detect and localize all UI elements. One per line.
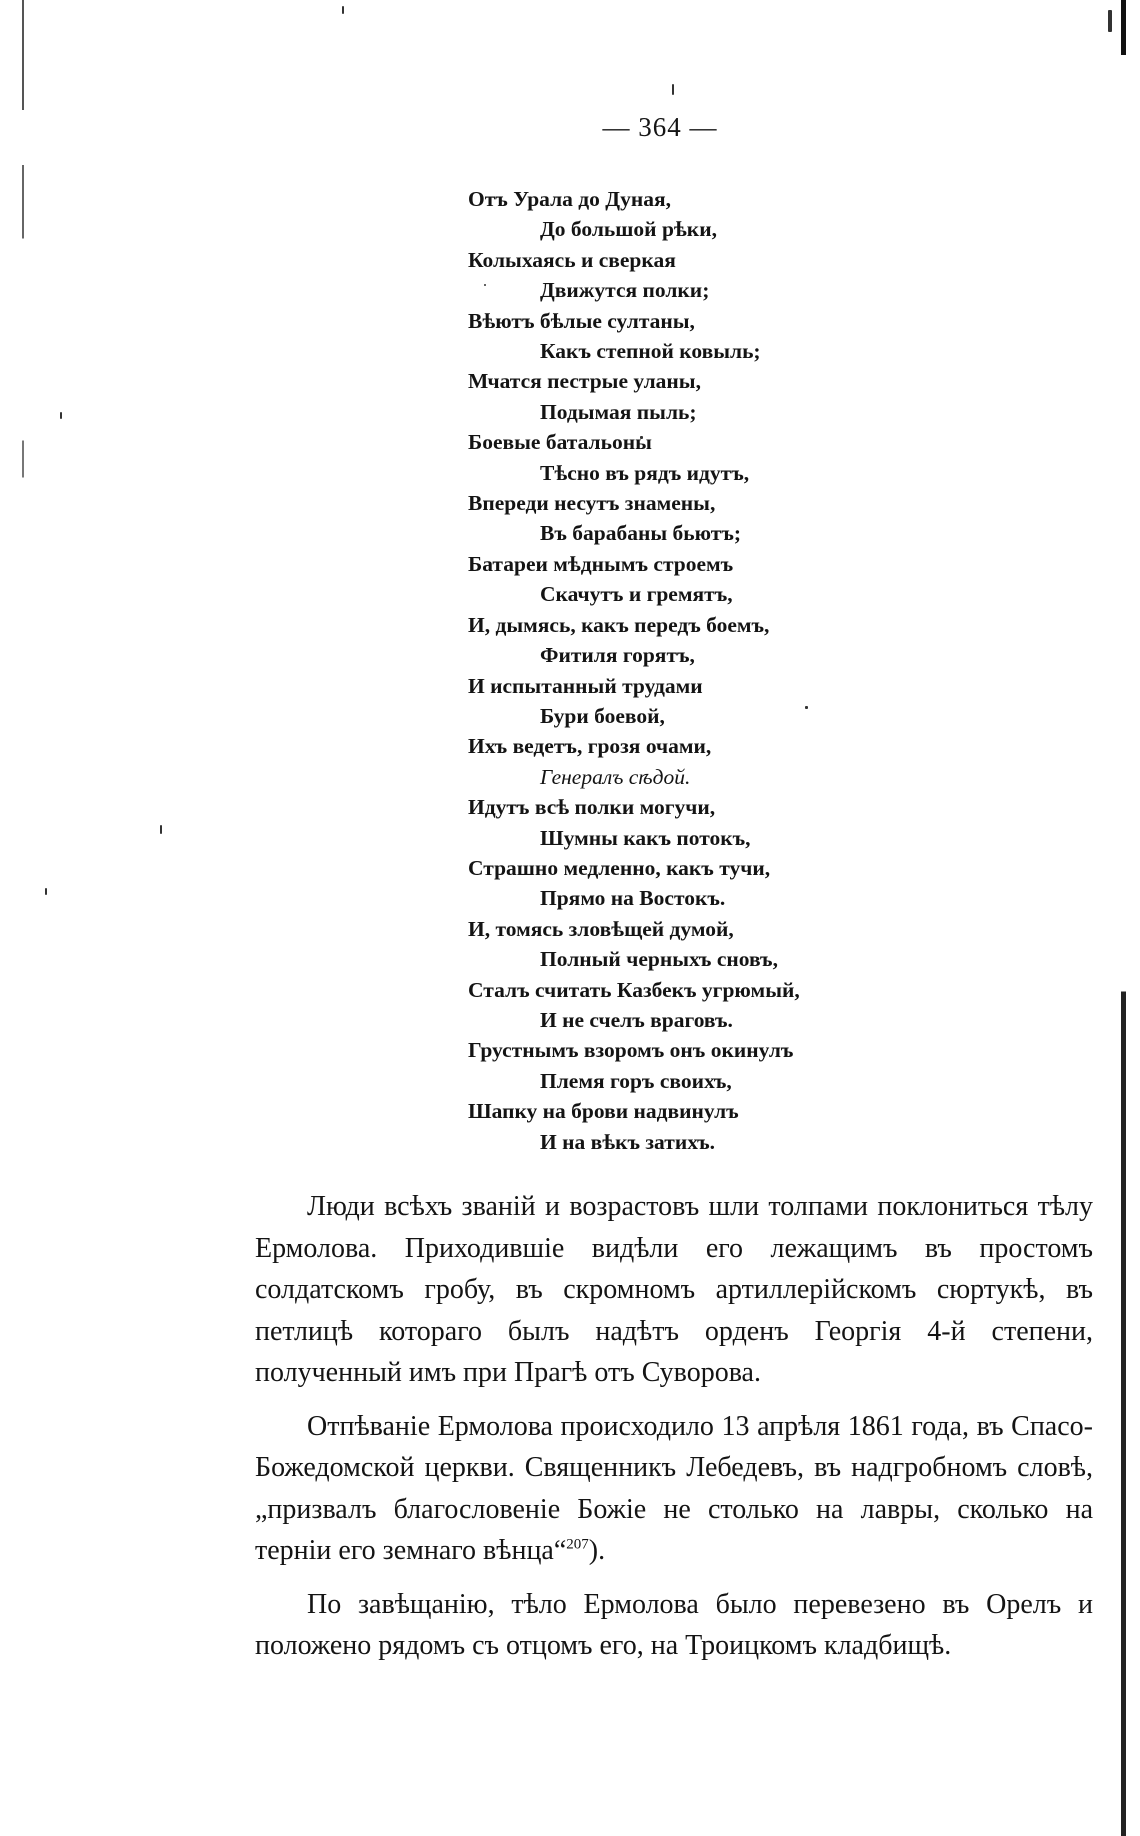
poem-line: Идутъ всѣ полки могучи,	[468, 795, 716, 820]
scan-speck	[672, 84, 674, 95]
poem-line: Племя горъ своихъ,	[540, 1068, 732, 1093]
scan-speck	[342, 6, 344, 14]
poem-line: Сталъ считать Казбекъ угрюмый,	[468, 977, 800, 1002]
poem-line: Отъ Урала до Дуная,	[468, 187, 671, 211]
scan-speck	[60, 412, 62, 419]
poem-line: Шапку на брови надвинулъ	[468, 1099, 739, 1124]
poem-line: До большой рѣки,	[540, 217, 717, 242]
poem-line: Мчатся пестрые уланы,	[468, 369, 701, 394]
poem-line: Какъ степной ковыль;	[540, 339, 761, 364]
poem-line: Грустнымъ взоромъ онъ окинулъ	[468, 1038, 794, 1063]
poem-line: Фитиля горятъ,	[540, 643, 695, 668]
poem-line: Въ барабаны бьютъ;	[540, 521, 742, 546]
poem-line: Батареи мѣднымъ строемъ	[468, 551, 734, 576]
poem-line: Страшно медленно, какъ тучи,	[468, 855, 771, 880]
page-number: — 364 —	[602, 112, 718, 142]
poem-line: И на вѣкъ затихъ.	[540, 1129, 716, 1154]
poem-line: Впереди несутъ знамены,	[468, 491, 716, 516]
prose-paragraph-3: По завѣщанію, тѣло Ермолова было перевезено въ Орелъ и положено рядомъ съ отцомъ его, на Троицкомъ кладбищѣ.	[255, 1588, 1093, 1661]
poem-line: И, томясь зловѣщей думой,	[468, 916, 734, 941]
poem-line: Боевые батальоны	[468, 430, 652, 455]
scan-speck	[45, 888, 47, 895]
footnote-ref[interactable]: 207	[566, 1536, 589, 1553]
poem-line: Колыхаясь и сверкая	[468, 247, 676, 272]
poem-line: Генералъ сѣдой.	[540, 764, 691, 789]
prose-paragraph-2	[255, 1406, 1093, 1572]
poem-line: И испытанный трудами	[468, 673, 703, 698]
scan-left-edge	[22, 0, 24, 1836]
poem-line: Вѣютъ бѣлые султаны,	[468, 308, 695, 333]
poem-line: Прямо на Востокъ.	[540, 886, 726, 911]
scan-speck	[1108, 10, 1112, 32]
poem-line: Подымая пыль;	[540, 399, 697, 424]
poem-line: Тѣсно въ рядъ идутъ,	[540, 460, 750, 485]
scan-speck	[160, 825, 162, 834]
prose-paragraph-2-text: Отпѣваніе Ермолова происходило 13 апрѣля 1861 года, въ Спасо-Божедомской церкви. Священникъ Лебедевъ, въ надгробномъ словѣ, „призвалъ благословеніе Божіе не столько на лавры, сколько на терніи его земнаго вѣнца“	[255, 1410, 1093, 1566]
poem-line: Ихъ ведетъ, грозя очами,	[468, 734, 712, 759]
poem	[468, 184, 988, 1157]
poem-line: Бури боевой,	[540, 703, 665, 728]
poem-line: Шумны какъ потокъ,	[540, 825, 751, 850]
poem-line: Скачутъ и гремятъ,	[540, 582, 733, 607]
prose-paragraph-2-end: ).	[588, 1535, 606, 1566]
poem-line: Движутся полки;	[540, 278, 710, 303]
poem-line: И не счелъ враговъ.	[540, 1007, 733, 1032]
scan-right-edge	[1121, 0, 1126, 1836]
prose-paragraph-1: Люди всѣхъ званій и возрастовъ шли толпами поклониться тѣлу Ермолова. Приходившіе видѣли его лежащимъ въ простомъ солдатскомъ гробу, въ скромномъ артиллерійскомъ сюртукѣ, въ петлицѣ котораго былъ надѣтъ орденъ Георгія 4-й степени, полученный имъ при Прагѣ отъ Суворова.	[255, 1191, 1093, 1388]
prose-body	[255, 1186, 1093, 1679]
poem-line: И, дымясь, какъ передъ боемъ,	[468, 612, 770, 637]
poem-line: Полный черныхъ сновъ,	[540, 947, 778, 972]
